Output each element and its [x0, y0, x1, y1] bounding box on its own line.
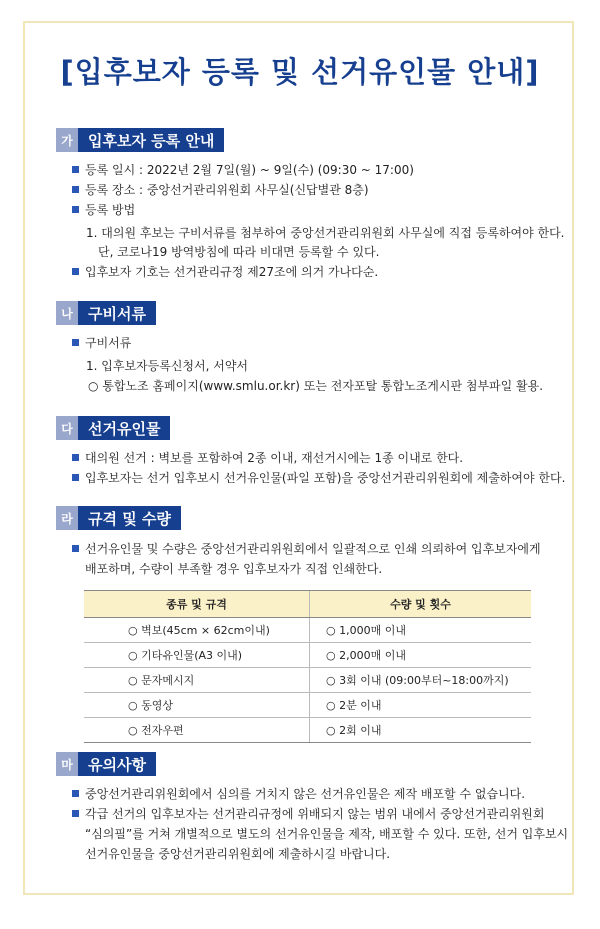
method-note: 단, 코로나19 방역방침에 따라 비대면 등록할 수 있다. [98, 245, 380, 259]
section-title: 선거유인물 [78, 416, 170, 440]
table-cell: ○ 전자우편 [84, 718, 310, 743]
section-da-header [56, 416, 170, 440]
section-title: 유의사항 [78, 752, 156, 776]
section-letter: 마 [56, 752, 78, 776]
list-item: 입후보자 기호는 선거관리규정 제27조에 의거 가나다순. [72, 264, 378, 280]
square-bullet-icon [72, 339, 79, 346]
list-item-continuation: 선거유인물을 중앙선거관리위원회에 제출하시길 바랍니다. [85, 847, 391, 861]
table-cell: ○ 벽보(45cm × 62cm이내) [84, 618, 310, 643]
list-item: 중앙선거관리위원회에서 심의를 거치지 않은 선거유인물은 제작 배포할 수 없습니다. [72, 786, 525, 802]
docs-note: ○ 통합노조 홈페이지(www.smlu.or.kr) 또는 전자포탈 통합노조게시판 첨부파일 활용. [88, 379, 544, 393]
section-na-header [56, 301, 156, 325]
list-item: 대의원 선거 : 벽보를 포함하여 2종 이내, 재선거시에는 1종 이내로 한다. [72, 450, 463, 466]
table-row [84, 618, 531, 643]
section-letter: 다 [56, 416, 78, 440]
square-bullet-icon [72, 206, 79, 213]
table-row [84, 693, 531, 718]
table-cell: ○ 동영상 [84, 693, 310, 718]
section-ma-header [56, 752, 156, 776]
table-row [84, 668, 531, 693]
list-item-continuation: 배포하며, 수량이 부족할 경우 입후보자가 직접 인쇄한다. [85, 562, 383, 576]
table-cell: ○ 2,000매 이내 [310, 643, 532, 668]
spec-table [84, 590, 531, 743]
table-header: 수량 및 횟수 [310, 591, 532, 618]
square-bullet-icon [72, 454, 79, 461]
list-item: 구비서류 [72, 335, 131, 351]
list-item-continuation: “심의필”를 거쳐 개별적으로 별도의 선거유인물을 제작, 배포할 수 있다. 또한, 선거 입후보시 [85, 827, 569, 841]
table-row [84, 643, 531, 668]
section-title: 입후보자 등록 안내 [78, 128, 224, 152]
list-item: 등록 방법 [72, 202, 135, 218]
section-letter: 가 [56, 128, 78, 152]
square-bullet-icon [72, 790, 79, 797]
square-bullet-icon [72, 166, 79, 173]
method-item: 1. 대의원 후보는 구비서류를 첨부하여 중앙선거관리위원회 사무실에 직접 등록하여야 한다. [86, 226, 565, 240]
list-item: 선거유인물 및 수량은 중앙선거관리위원회에서 일괄적으로 인쇄 의뢰하여 입후보자에게 [72, 541, 541, 557]
list-item: 입후보자는 선거 입후보시 선거유인물(파일 포함)을 중앙선거관리위원회에 제출하여야 한다. [72, 470, 565, 486]
section-ga-header [56, 128, 224, 152]
list-item: 각급 선거의 입후보자는 선거관리규정에 위배되지 않는 범위 내에서 중앙선거관리위원회 [72, 806, 544, 822]
page-title: [입후보자 등록 및 선거유인물 안내] [60, 55, 540, 89]
table-cell: ○ 기타유인물(A3 이내) [84, 643, 310, 668]
section-letter: 라 [56, 506, 78, 530]
table-header: 종류 및 규격 [84, 591, 310, 618]
section-letter: 나 [56, 301, 78, 325]
docs-item: 1. 입후보자등록신청서, 서약서 [86, 359, 248, 373]
table-cell: ○ 3회 이내 (09:00부터~18:00까지) [310, 668, 532, 693]
list-item: 등록 일시 : 2022년 2월 7일(월) ~ 9일(수) (09:30 ~ 17:00) [72, 162, 414, 178]
list-item: 등록 장소 : 중앙선거관리위원회 사무실(신답별관 8층) [72, 182, 369, 198]
table-cell: ○ 문자메시지 [84, 668, 310, 693]
square-bullet-icon [72, 545, 79, 552]
table-cell: ○ 1,000매 이내 [310, 618, 532, 643]
section-ra-header [56, 506, 181, 530]
square-bullet-icon [72, 474, 79, 481]
table-header-row [84, 591, 531, 618]
square-bullet-icon [72, 186, 79, 193]
square-bullet-icon [72, 810, 79, 817]
table-row [84, 718, 531, 743]
square-bullet-icon [72, 268, 79, 275]
table-cell: ○ 2분 이내 [310, 693, 532, 718]
table-cell: ○ 2회 이내 [310, 718, 532, 743]
section-title: 구비서류 [78, 301, 156, 325]
section-title: 규격 및 수량 [78, 506, 181, 530]
